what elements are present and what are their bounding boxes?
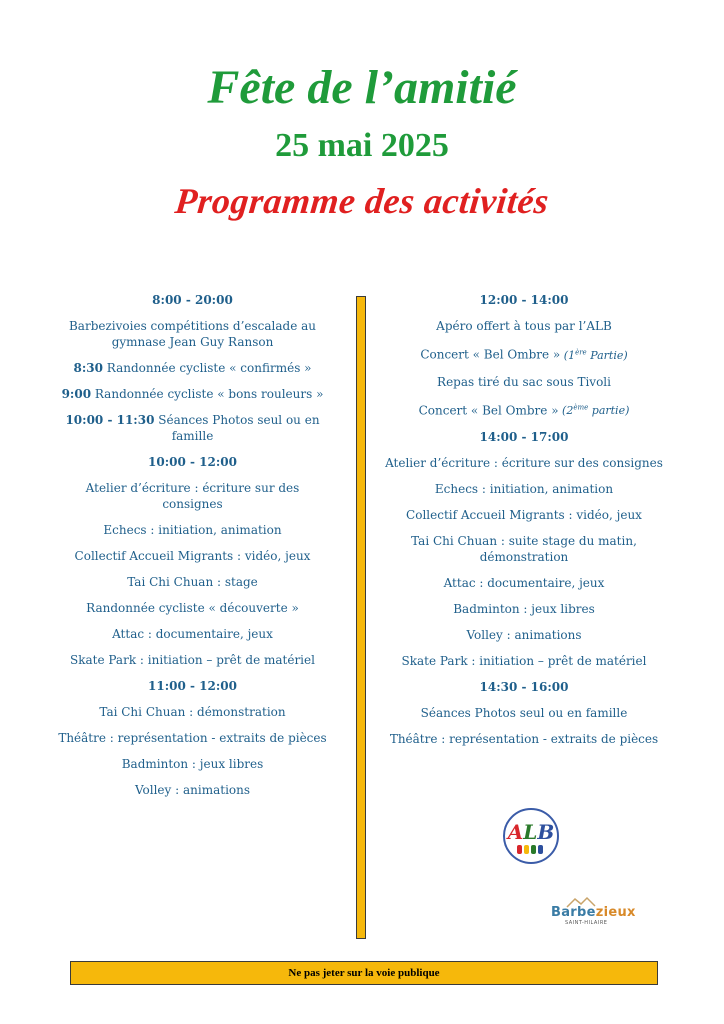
time-slot-header: 10:00 - 12:00 bbox=[148, 455, 237, 469]
activity-item bbox=[55, 480, 330, 512]
time-slot-header: 14:00 - 17:00 bbox=[479, 430, 569, 445]
activity-item bbox=[55, 652, 330, 668]
time-slot-header: 12:00 - 14:00 bbox=[479, 293, 569, 307]
activity-text: Collectif Accueil Migrants : vidéo, jeux bbox=[74, 549, 311, 563]
alb-logo: ALB bbox=[503, 808, 559, 864]
activity-text: Atelier d’écriture : écriture sur des consignes bbox=[385, 456, 663, 471]
program-subtitle: Programme des activités bbox=[173, 181, 551, 221]
time-slot-header: 11:00 - 12:00 bbox=[148, 679, 237, 693]
figure-icon bbox=[524, 845, 529, 854]
activity-item bbox=[55, 318, 330, 350]
activity-text: Concert « Bel Ombre » bbox=[420, 347, 561, 362]
footer-notice: Ne pas jeter sur la voie publique bbox=[70, 961, 658, 985]
activity-item bbox=[385, 400, 663, 420]
page-title: Fête de l’amitié bbox=[207, 61, 517, 114]
activity-item bbox=[55, 626, 330, 642]
barbezieux-logo: Barbezieux SAINT-HILAIRE bbox=[545, 895, 635, 931]
activity-text: Séances Photos seul ou en famille bbox=[420, 706, 628, 721]
activity-item bbox=[385, 344, 663, 364]
activity-text: Théâtre : représentation - extraits de pièces bbox=[389, 732, 659, 747]
activity-item bbox=[385, 731, 663, 747]
activity-text: Barbezivoies compétitions d’escalade au gymnase Jean Guy Ranson bbox=[68, 319, 317, 349]
activity-text: Randonnée cycliste « confirmés » bbox=[106, 361, 312, 375]
figure-icon bbox=[538, 845, 543, 854]
activity-text: Attac : documentaire, jeux bbox=[112, 627, 273, 641]
activity-item bbox=[385, 705, 663, 721]
activity-text: Tai Chi Chuan : suite stage du matin, démonstration bbox=[411, 534, 637, 565]
event-date: 25 mai 2025 bbox=[275, 127, 449, 164]
activity-item bbox=[55, 704, 330, 720]
left-schedule-column bbox=[55, 292, 330, 808]
activity-item bbox=[55, 730, 330, 746]
activity-text: Atelier d’écriture : écriture sur des consignes bbox=[85, 481, 300, 511]
activity-text: Concert « Bel Ombre » bbox=[418, 403, 559, 418]
activity-text: Randonnée cycliste « découverte » bbox=[86, 601, 299, 615]
activity-text: Repas tiré du sac sous Tivoli bbox=[437, 374, 611, 389]
activity-text: Skate Park : initiation – prêt de matériel bbox=[401, 654, 647, 669]
activity-item bbox=[55, 386, 330, 402]
activity-note: (1ère Partie) bbox=[560, 348, 628, 362]
activity-text: Skate Park : initiation – prêt de matériel bbox=[70, 653, 315, 667]
time-slot-header: 14:30 - 16:00 bbox=[479, 680, 569, 695]
activity-text: Volley : animations bbox=[134, 783, 251, 797]
activity-text: Echecs : initiation, animation bbox=[434, 482, 614, 497]
activity-item bbox=[385, 601, 663, 617]
activity-item bbox=[385, 374, 663, 390]
activity-item bbox=[385, 507, 663, 523]
activity-text: Randonnée cycliste « bons rouleurs » bbox=[94, 387, 324, 401]
activity-text: Badminton : jeux libres bbox=[453, 602, 595, 617]
activity-item bbox=[385, 575, 663, 591]
activity-item bbox=[55, 412, 330, 444]
activity-item bbox=[385, 627, 663, 643]
activity-text: Collectif Accueil Migrants : vidéo, jeux bbox=[406, 508, 642, 523]
activity-item bbox=[55, 782, 330, 798]
activity-time: 9:00 bbox=[61, 387, 92, 401]
activity-text: Attac : documentaire, jeux bbox=[443, 576, 605, 591]
figure-icon bbox=[531, 845, 536, 854]
column-divider bbox=[356, 296, 366, 939]
activity-item bbox=[55, 522, 330, 538]
right-schedule-column bbox=[385, 292, 663, 757]
activity-item bbox=[55, 548, 330, 564]
activity-item bbox=[55, 360, 330, 376]
activity-text: Echecs : initiation, animation bbox=[103, 523, 282, 537]
activity-item bbox=[385, 455, 663, 471]
activity-text: Apéro offert à tous par l’ALB bbox=[436, 319, 612, 333]
activity-note: (2ème partie) bbox=[558, 403, 630, 418]
activity-text: Tai Chi Chuan : stage bbox=[127, 575, 258, 589]
activity-item bbox=[385, 653, 663, 669]
activity-text: Théâtre : représentation - extraits de pièces bbox=[58, 731, 327, 745]
activity-item bbox=[55, 574, 330, 590]
activity-text: Volley : animations bbox=[466, 628, 582, 643]
figure-icon bbox=[517, 845, 522, 854]
activity-item bbox=[385, 318, 663, 334]
activity-item bbox=[55, 600, 330, 616]
activity-text: Séances Photos seul ou en famille bbox=[158, 413, 320, 443]
activity-item bbox=[385, 481, 663, 497]
activity-time: 10:00 - 11:30 bbox=[65, 413, 155, 427]
activity-time: 8:30 bbox=[73, 361, 103, 375]
activity-item bbox=[55, 756, 330, 772]
time-slot-header: 8:00 - 20:00 bbox=[152, 293, 233, 307]
activity-text: Badminton : jeux libres bbox=[121, 757, 264, 771]
activity-item bbox=[385, 533, 663, 565]
activity-text: Tai Chi Chuan : démonstration bbox=[99, 705, 286, 719]
